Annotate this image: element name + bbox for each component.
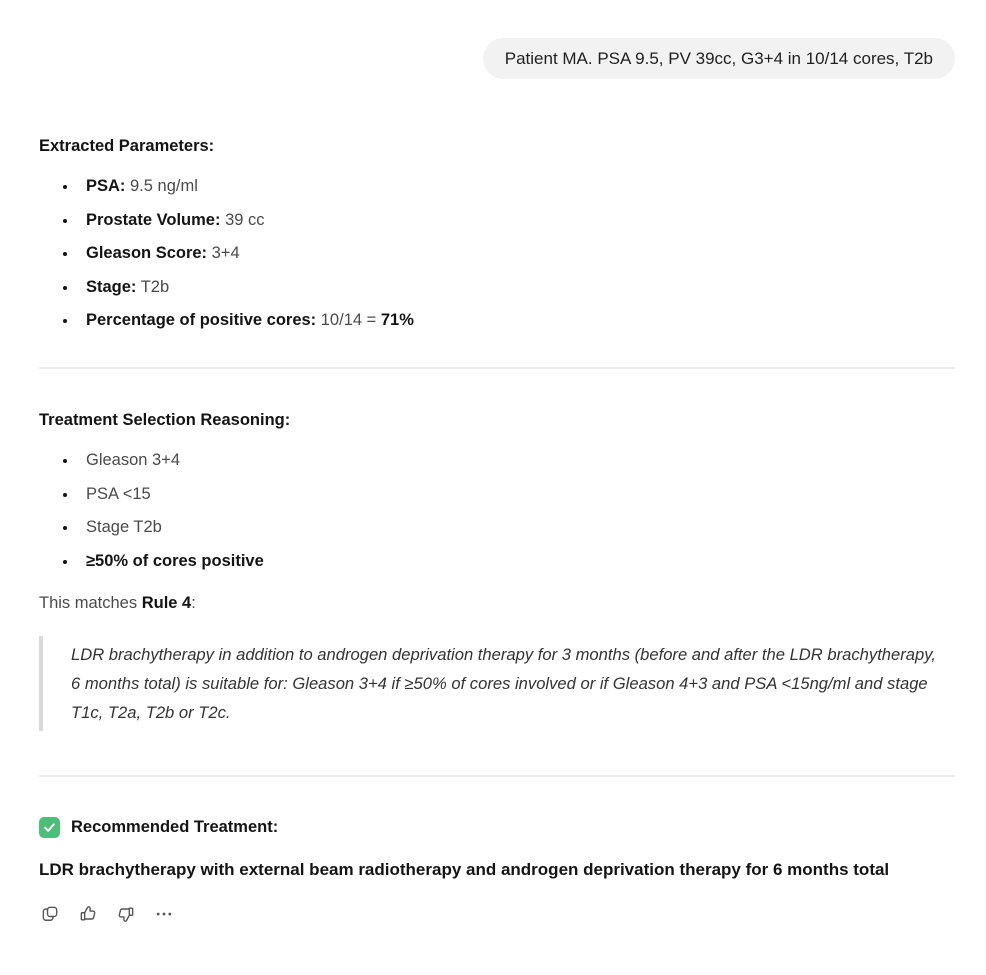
list-item: • PSA <15	[78, 484, 955, 504]
user-message-bubble: Patient MA. PSA 9.5, PV 39cc, G3+4 in 10/14 cores, T2b	[483, 38, 955, 79]
recommended-treatment-heading: Recommended Treatment:	[71, 817, 279, 836]
check-mark-icon	[39, 817, 60, 838]
message-action-bar	[39, 904, 955, 925]
extracted-parameters-heading: Extracted Parameters:	[39, 137, 215, 155]
list-item: • Stage: T2b	[78, 277, 955, 297]
reasoning-heading: Treatment Selection Reasoning:	[39, 411, 291, 429]
thumbs-up-button[interactable]	[77, 904, 98, 925]
assistant-response	[0, 137, 986, 925]
list-item: • Stage T2b	[78, 517, 955, 537]
copy-icon	[40, 904, 60, 924]
section-divider	[39, 775, 955, 777]
list-item: • Gleason 3+4	[78, 450, 955, 470]
thumbs-down-button[interactable]	[115, 904, 136, 925]
rule-match-line: This matches Rule 4:	[39, 593, 196, 612]
section-divider	[39, 367, 955, 369]
copy-button[interactable]	[39, 904, 60, 925]
list-item: • ≥50% of cores positive	[78, 551, 955, 571]
more-options-icon	[154, 904, 174, 924]
reasoning-list	[39, 450, 955, 571]
user-message-row	[0, 0, 986, 79]
rule-quote: LDR brachytherapy in addition to androgen deprivation therapy for 3 months (before and after the LDR brachytherapy, 6 months total) is suitable for: Gleason 3+4 if ≥50% of cores involved or if Gleason 4+3 and PSA <15ng/ml and stage T1c, T2a, T2b or T2c.	[39, 636, 955, 731]
recommended-treatment-heading-row	[39, 817, 955, 838]
thumbs-up-icon	[78, 904, 98, 924]
recommended-treatment-text: LDR brachytherapy with external beam radiotherapy and androgen deprivation therapy for 6 months total	[39, 859, 890, 879]
extracted-parameters-list	[39, 176, 955, 330]
thumbs-down-icon	[116, 904, 136, 924]
list-item: • PSA: 9.5 ng/ml	[78, 176, 955, 196]
list-item: • Prostate Volume: 39 cc	[78, 210, 955, 230]
list-item: • Percentage of positive cores: 10/14 = 71%	[78, 310, 955, 330]
more-options-button[interactable]	[153, 904, 174, 925]
list-item: • Gleason Score: 3+4	[78, 243, 955, 263]
